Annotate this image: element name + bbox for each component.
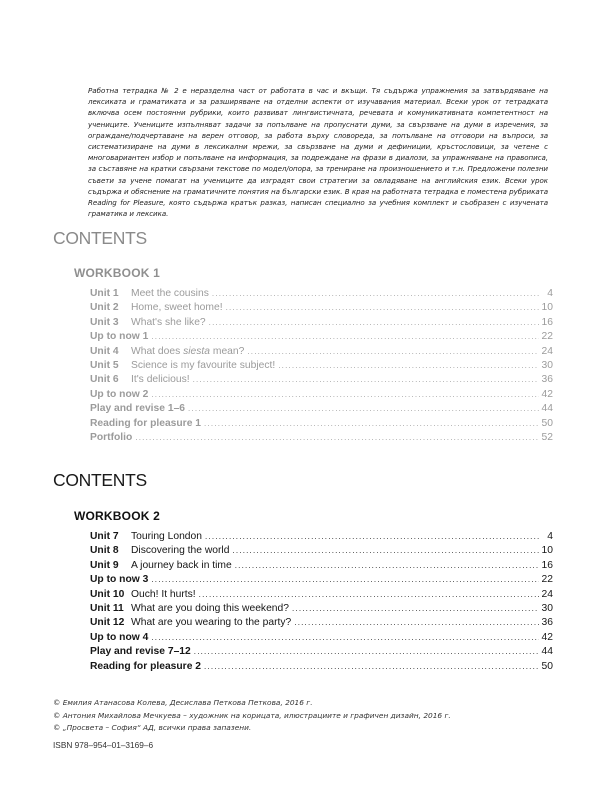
- toc-row: [90, 301, 553, 315]
- toc-title: Touring London: [131, 531, 202, 542]
- toc-page-number: 24: [541, 345, 553, 357]
- toc-page-number: 10: [541, 302, 553, 314]
- toc-row: [90, 330, 553, 344]
- toc-row: [90, 559, 553, 573]
- contents-heading-1: CONTENTS: [53, 228, 147, 248]
- dot-leader: [294, 616, 538, 630]
- toc-title: Ouch! It hurts!: [131, 588, 196, 600]
- dot-leader: [151, 631, 538, 645]
- toc-title: Discovering the world: [131, 545, 230, 557]
- toc-title: Up to now 1: [90, 331, 149, 343]
- isbn: ISBN 978–954–01–3169–6: [53, 740, 154, 751]
- copyright-authors: © Емилия Атанасова Колева, Десислава Петкова Петкова, 2016 г.: [53, 698, 313, 707]
- intro-tail: , която съдържа кратък разказ, написан специално за учебния комплект и съобразен с изучената граматика и лексика.: [88, 198, 549, 219]
- toc-page-number: 30: [541, 602, 553, 614]
- toc-title: What are you doing this weekend?: [131, 602, 289, 614]
- toc-title: Reading for pleasure 2: [90, 660, 202, 672]
- toc-row: [90, 359, 553, 373]
- toc-page-number: 36: [541, 617, 553, 629]
- dot-leader: [151, 573, 538, 587]
- dot-leader: [135, 431, 538, 445]
- toc-row: [90, 660, 553, 674]
- toc-row: [90, 631, 553, 645]
- toc-title: Play and revise 7–12: [90, 646, 191, 658]
- dot-leader: [209, 316, 539, 330]
- toc-unit-label: Unit 2: [90, 302, 119, 314]
- copyright-illustrator: © Антония Михайлова Мечкуева – художник на корицата, илюстрациите и графичен дизайн, 2016 г.: [53, 710, 451, 720]
- dot-leader: [205, 530, 540, 544]
- toc-page-number: 16: [541, 559, 553, 571]
- toc-page-number: 24: [541, 588, 553, 600]
- toc-row: [90, 417, 553, 431]
- dot-leader: [204, 417, 539, 431]
- toc-title: Up to now 3: [90, 574, 149, 586]
- toc-unit-label: Unit 11: [90, 602, 124, 614]
- toc-title: Meet the cousins: [131, 288, 209, 299]
- dot-leader: [292, 602, 539, 616]
- toc-title: Reading for pleasure 1: [90, 417, 202, 429]
- dot-leader: [151, 330, 538, 344]
- toc-unit-label: Unit 3: [90, 316, 119, 328]
- toc-row: [90, 602, 553, 616]
- toc-page-number: 10: [541, 545, 553, 557]
- toc-page-number: 22: [541, 574, 553, 586]
- toc-page-number: 44: [541, 403, 553, 415]
- toc-unit-label: Unit 1: [90, 288, 119, 299]
- dot-leader: [212, 287, 540, 301]
- workbook-1-title: WORKBOOK 1: [74, 266, 160, 280]
- toc-title: It's delicious!: [131, 374, 190, 386]
- dot-leader: [204, 660, 539, 674]
- toc-unit-label: Unit 8: [90, 545, 119, 557]
- toc-title: Home, sweet home!: [131, 302, 223, 314]
- toc-row: [90, 573, 553, 587]
- toc-row: [90, 287, 553, 301]
- toc-unit-label: Unit 10: [90, 588, 125, 600]
- toc-page-number: 42: [541, 631, 553, 643]
- dot-leader: [247, 345, 538, 359]
- dot-leader: [232, 544, 538, 558]
- toc-row: [90, 373, 553, 387]
- toc-row: [90, 345, 553, 359]
- toc-title: What are you wearing to the party?: [131, 617, 292, 629]
- toc-title: Portfolio: [90, 431, 133, 443]
- toc-page-number: 4: [547, 288, 553, 299]
- intro-lead: Работна тетрадка № 2: [88, 86, 179, 95]
- toc-page-number: 16: [541, 316, 553, 328]
- copyright-publisher: © „Просвета – София“ АД, всички права запазени.: [53, 723, 252, 733]
- toc-unit-label: Unit 6: [90, 374, 119, 386]
- copyright-footer: [53, 697, 451, 752]
- dot-leader: [199, 588, 539, 602]
- toc-title: Science is my favourite subject!: [131, 359, 276, 371]
- toc-row: [90, 388, 553, 402]
- intro-rubric: Reading for Pleasure: [88, 198, 164, 208]
- toc-unit-label: Unit 7: [90, 531, 119, 542]
- toc-page-number: 52: [541, 431, 553, 443]
- toc-row: [90, 316, 553, 330]
- toc-unit-label: Unit 4: [90, 345, 119, 357]
- toc-title: What does siesta mean?: [131, 345, 245, 357]
- dot-leader: [193, 373, 539, 387]
- toc-unit-label: Unit 5: [90, 359, 119, 371]
- intro-paragraph: [88, 85, 548, 219]
- toc-workbook-2: [90, 530, 553, 674]
- toc-title: Up to now 2: [90, 388, 149, 400]
- toc-page-number: 22: [541, 331, 553, 343]
- toc-title: Up to now 4: [90, 631, 149, 643]
- toc-page-number: 36: [541, 374, 553, 386]
- toc-title: Play and revise 1–6: [90, 403, 186, 415]
- dot-leader: [194, 645, 539, 659]
- contents-heading-2: CONTENTS: [53, 470, 147, 490]
- toc-row: [90, 544, 553, 558]
- toc-page-number: 4: [547, 531, 553, 542]
- dot-leader: [235, 559, 539, 573]
- dot-leader: [278, 359, 538, 373]
- toc-row: [90, 588, 553, 602]
- toc-title: A journey back in time: [131, 559, 232, 571]
- toc-row: [90, 402, 553, 416]
- workbook-2-title: WORKBOOK 2: [74, 509, 160, 523]
- dot-leader: [151, 388, 538, 402]
- intro-text: е неразделна част от работата в час и вкъщи. Тя съдържа упражнения за затвърдяване на лексиката и граматиката и за разширяване на отделни аспекти от изучавания материал. Всеки урок от тетрадката включва осем постоянни рубрики, които развиват лингвистичната, речевата и комуникативната компетентност на учениците. Учениците изпълняват задачи за попълване на пропуснати думи, за свързване на думи в изречения, за ограждане/подчертаване на верен отговор, за работа върху словореда, за попълване на отговори на въпроси, за систематизиране на думи в лексикални мрежи, за свързване на думи и дефиниции, кръстословици, за четене с многовариантен избор и попълване на информация, за подреждане на фрази в диалози, за упражняване на правописа, за съставяне на кратки свързани текстове по модел/опора, за трениране на произношението и т.н. Предложени полезни съвети за учене помагат на учениците да изградят свои стратегии за овладяване на английския език. Всеки урок съдържа и обяснение на граматичните понятия на български език. В края на работната тетрадка е поместена рубриката: [88, 86, 548, 196]
- toc-row: [90, 645, 553, 659]
- toc-workbook-1: [90, 287, 553, 445]
- toc-page-number: 44: [541, 646, 553, 658]
- toc-row: [90, 431, 553, 445]
- toc-page-number: 30: [541, 359, 553, 371]
- toc-page-number: 50: [541, 417, 553, 429]
- toc-unit-label: Unit 9: [90, 559, 119, 571]
- toc-row: [90, 530, 553, 544]
- toc-page-number: 42: [541, 388, 553, 400]
- toc-unit-label: Unit 12: [90, 617, 125, 629]
- toc-page-number: 50: [541, 660, 553, 672]
- dot-leader: [188, 402, 539, 416]
- dot-leader: [226, 301, 539, 315]
- toc-title: What's she like?: [131, 316, 206, 328]
- toc-row: [90, 616, 553, 630]
